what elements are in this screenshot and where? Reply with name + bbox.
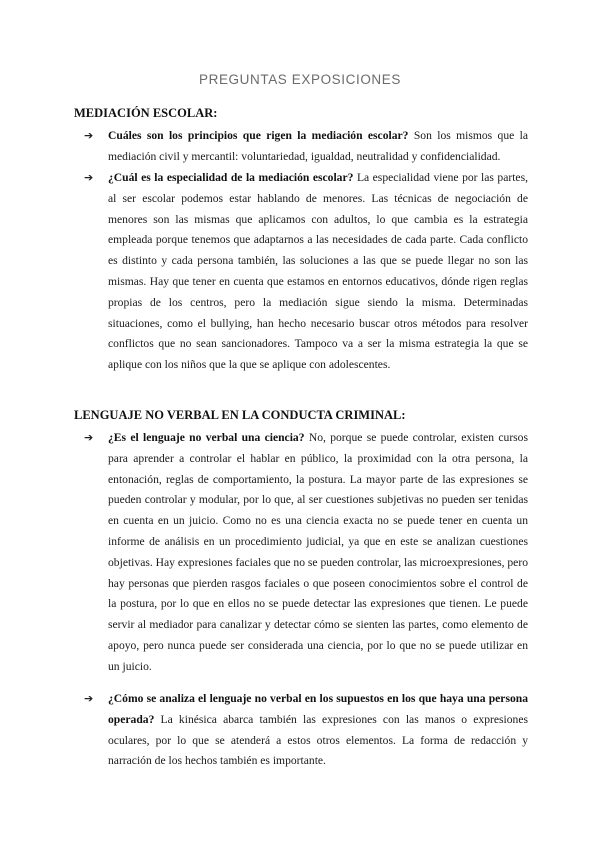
arrow-bullet-icon: ➔	[84, 171, 94, 184]
arrow-bullet-icon: ➔	[84, 431, 94, 444]
list-item	[84, 126, 528, 168]
answer-text: La especialidad viene por las partes, al ser escolar podemos estar hablando de menores. Las técnicas de negociación de menores son las mismas que aplicamos con adultos, lo que cambia es la estrategia empleada porque tenemos que adaptarnos a las necesidades de cada parte. Cada conflicto es distinto y cada persona también, las soluciones a las que se puede llegar no son las mismas. Hay que tener en cuenta que estamos en entornos educativos, dónde rigen reglas propias de los centros, pero la mediación sigue siendo la misma. Determinadas situaciones, como el bullying, han hecho necesario buscar otros métodos para resolver conflictos que no sean sancionadores. Tampoco va a ser la misma estrategia la que se aplique con los niños que la que se aplique con adolescentes.	[108, 171, 528, 372]
arrow-bullet-icon: ➔	[84, 692, 94, 705]
item-text	[108, 126, 528, 168]
page-title: PREGUNTAS EXPOSICIONES	[199, 72, 401, 87]
answer-text: La kinésica abarca también las expresiones con las manos o expresiones oculares, por lo que se atenderá a estos otros elementos. La forma de redacción y narración de los hechos también es importante.	[108, 712, 528, 768]
answer-text: Son los mismos que la mediación civil y mercantil: voluntariedad, igualdad, neutralidad y confidencialidad.	[108, 129, 528, 163]
list-item	[84, 168, 528, 376]
item-text	[108, 689, 528, 772]
section-heading-mediacion: MEDIACIÓN ESCOLAR:	[74, 106, 218, 120]
question-text: ¿Es el lenguaje no verbal una ciencia?	[108, 431, 305, 444]
item-text	[108, 168, 528, 376]
list-item	[84, 428, 528, 678]
question-text: Cuáles son los principios que rigen la mediación escolar?	[108, 129, 409, 142]
question-text: ¿Cuál es la especialidad de la mediación escolar?	[108, 171, 354, 184]
section-heading-lenguaje: LENGUAJE NO VERBAL EN LA CONDUCTA CRIMINAL:	[74, 408, 406, 422]
arrow-bullet-icon: ➔	[84, 129, 94, 142]
list-item	[84, 689, 528, 772]
answer-text: No, porque se puede controlar, existen cursos para aprender a controlar el hablar en público, la proximidad con la otra persona, la entonación, reglas de comportamiento, la postura. La mayor parte de las expresiones se pueden controlar y modular, por lo que, al ser cuestiones subjetivas no pueden ser tenidas en cuenta en un juicio. Como no es una ciencia exacta no se puede tener en cuenta un informe de análisis en un procedimiento judicial, ya que en este se analizan cuestiones objetivas. Hay expresiones faciales que no se pueden controlar, las microexpresiones, pero hay personas que pierden rasgos faciales o que poseen conocimientos sobre el control de la postura, por lo que en ellos no se puede detectar las expresiones que tienen. Le puede servir al mediador para canalizar y detectar cómo se sienten las partes, como elemento de apoyo, pero nunca puede ser considerada una ciencia, por lo que no se puede utilizar en un juicio.	[108, 431, 528, 673]
item-text	[108, 428, 528, 678]
question-text: ¿Cómo se analiza el lenguaje no verbal en los supuestos en los que haya una persona operada?	[108, 692, 528, 726]
